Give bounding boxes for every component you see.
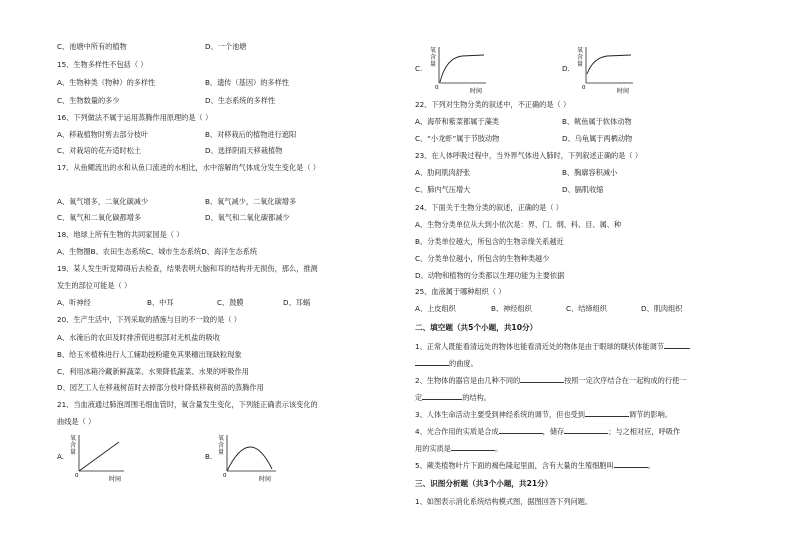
q15-option-b: B、遗传（基因）的多样性 xyxy=(205,78,289,87)
q15-option-a: A、生物种类（物种）的多样性 xyxy=(57,78,156,87)
fill-q2-line2 xyxy=(415,392,491,402)
q14-option-d: D、一个池塘 xyxy=(205,42,247,51)
q19-option-b: B、中耳 xyxy=(147,298,174,307)
graph-b xyxy=(214,432,278,484)
q19-option-d: D、耳蜗 xyxy=(283,298,311,307)
graph-d-origin: 0 xyxy=(582,85,586,91)
q21-graph-d-label: D. xyxy=(562,64,570,73)
q15-stem: 15、生物多样性不包括（ ） xyxy=(57,60,148,69)
graph-b-ylabel-2: 含 xyxy=(218,442,225,449)
graph-c-ylabel-2: 含 xyxy=(430,54,437,61)
q17-option-c: C、氧气和二氧化碳都增多 xyxy=(57,213,142,222)
fill-q1-blank-cont[interactable] xyxy=(415,358,449,366)
section-fill-blank-title: 二、填空题（共5个小题，共10分） xyxy=(415,323,538,332)
q15-option-d: D、生态系统的多样性 xyxy=(205,96,276,105)
fill-q4-blank-1[interactable] xyxy=(499,426,543,434)
graph-d xyxy=(573,44,635,96)
fill-q4-text-4: 用的实质是 xyxy=(415,444,451,453)
graph-a-ylabel-2: 含 xyxy=(70,442,77,449)
q19-option-c: C、鼓膜 xyxy=(217,298,244,307)
q20-option-d: D、园艺工人在移栽树苗时去掉部分枝叶降低移栽树苗的蒸腾作用 xyxy=(57,383,264,392)
q21-graph-b-label: B. xyxy=(205,452,213,461)
graph-d-xlabel: 时间 xyxy=(617,88,630,95)
fill-q2-line1 xyxy=(415,375,686,385)
fill-q1-blank[interactable] xyxy=(664,341,690,349)
graph-d-ylabel-1: 氧 xyxy=(577,47,584,54)
q24-option-c: C、分类单位越小，所包含的生物种类越少 xyxy=(415,254,550,263)
q23-option-d: D、膈肌收缩 xyxy=(562,185,604,194)
q24-stem: 24、下面关于生物分类的叙述，正确的是（ ） xyxy=(415,203,563,212)
fill-q5-text: 5、蕨类植物叶片下面的褐色隆起里面，含有大量的生殖细胞叫 xyxy=(415,461,614,470)
graph-a-xlabel: 时间 xyxy=(109,476,122,483)
q19-stem-continued: 发生的部位可能是（ ） xyxy=(57,281,132,290)
fill-q4-blank-2[interactable] xyxy=(564,426,608,434)
q17-option-d: D、氧气和二氧化碳都减少 xyxy=(205,213,290,222)
q19-stem: 19、某人发生听觉障碍后去检查，结果表明大脑和耳的结构并无损伤，那么，推测 xyxy=(57,264,318,273)
q21-stem: 21、当血液通过肺泡周围毛细血管时，氧含量发生变化，下列能正确表示该变化的 xyxy=(57,400,318,409)
fill-q4-text-2: ，储存 xyxy=(542,427,565,436)
q21-graph-a-label: A. xyxy=(57,452,65,461)
graph-c-xlabel: 时间 xyxy=(470,88,483,95)
fill-q3-text: 3、人体生命活动主要受到神经系统的调节，但也受到 xyxy=(415,410,585,419)
graph-a-ylabel-1: 氧 xyxy=(70,435,77,442)
fill-q2-text: 2、生物体的器官是由几种不同的 xyxy=(415,376,521,385)
graph-b-origin: 0 xyxy=(223,473,227,479)
graph-a-curve xyxy=(79,442,119,471)
q18-options: A、生物圈B、农田生态系统C、城市生态系统D、海洋生态系统 xyxy=(57,247,258,256)
q20-option-a: A、水淹后的农田及时排涝促进根部对无机盐的吸收 xyxy=(57,333,221,342)
q17-stem: 17、从鱼鳃流出的水和从鱼口流进的水相比，水中溶解的气体成分发生变化是（ ） xyxy=(57,163,320,172)
q22-option-c: C、“小龙虾”属于节肢动物 xyxy=(415,134,500,143)
q22-option-b: B、鱿鱼属于软体动物 xyxy=(562,117,632,126)
fill-q2-blank-1[interactable] xyxy=(520,375,564,383)
q25-option-c: C、结缔组织 xyxy=(566,304,607,313)
fill-q4-text-3: ；与之相对应，呼吸作 xyxy=(608,427,681,436)
analysis-q1-stem: 1、如图表示消化系统结构模式图，据图回答下列问题。 xyxy=(415,497,593,506)
graph-d-ylabel-2: 含 xyxy=(577,54,584,61)
q21-graph-c-label: C. xyxy=(415,64,423,73)
q22-option-d: D、乌龟属于两栖动物 xyxy=(562,134,633,143)
graph-d-curve xyxy=(587,55,631,74)
graph-c-curve xyxy=(440,55,484,82)
fill-q2-text-2: 按照一定次序结合在一起构成的行使一 xyxy=(564,376,687,385)
fill-q1-text-end: 的曲度。 xyxy=(449,359,478,368)
fill-q2-text-4: 的结构。 xyxy=(462,393,491,402)
q24-option-a: A、生物分类单位从大到小依次是：界、门、纲、科、目、属、种 xyxy=(415,220,622,229)
graph-b-curve xyxy=(227,447,272,471)
graph-a-origin: 0 xyxy=(75,473,79,479)
q20-option-b: B、给玉米植株进行人工辅助授粉避免其果穗出现缺粒现象 xyxy=(57,350,242,359)
q25-option-d: D、肌肉组织 xyxy=(641,304,683,313)
q16-option-b: B、对移栽后的植物进行遮阳 xyxy=(205,130,297,139)
fill-q3-blank[interactable] xyxy=(585,409,629,417)
graph-b-ylabel-1: 氧 xyxy=(218,435,225,442)
fill-q5-blank[interactable] xyxy=(614,460,648,468)
q24-option-b: B、分类单位越大，所包含的生物亲缘关系越近 xyxy=(415,237,564,246)
q23-option-a: A、肋间肌肉舒张 xyxy=(415,168,471,177)
graph-b-xlabel: 时间 xyxy=(259,476,272,483)
graph-a-ylabel-3: 量 xyxy=(70,449,77,456)
graph-b-ylabel-3: 量 xyxy=(218,449,225,456)
q24-option-d: D、动物和植物的分类都以生理功能为主要依据 xyxy=(415,271,565,280)
q23-option-b: B、胸廓容积减小 xyxy=(562,168,618,177)
q16-option-d: D、选择阴雨天移栽植物 xyxy=(205,146,283,155)
q21-stem-continued: 曲线是（ ） xyxy=(57,417,96,426)
q16-stem: 16、下列做法不属于运用蒸腾作用原理的是（ ） xyxy=(57,113,213,122)
graph-d-ylabel-3: 量 xyxy=(577,61,584,68)
graph-c xyxy=(426,44,488,96)
q17-option-a: A、氧气增多，二氧化碳减少 xyxy=(57,197,149,206)
graph-a xyxy=(66,432,126,484)
fill-q5-line xyxy=(415,460,655,470)
q14-option-c: C、池塘中所有的植物 xyxy=(57,42,127,51)
q17-option-b: B、氧气减少，二氧化碳增多 xyxy=(205,197,297,206)
q18-stem: 18、地球上所有生物的共同家园是（ ） xyxy=(57,230,184,239)
q23-option-c: C、肺内气压增大 xyxy=(415,185,471,194)
q20-stem: 20、生产生活中，下列采取的措施与目的不一致的是（ ） xyxy=(57,315,241,324)
q16-option-a: A、移栽植物时剪去部分枝叶 xyxy=(57,130,149,139)
q25-option-b: B、神经组织 xyxy=(491,304,532,313)
q20-option-c: C、利用冰箱冷藏新鲜蔬菜、水果降低蔬菜、水果的呼吸作用 xyxy=(57,367,249,376)
fill-q3-line xyxy=(415,409,672,419)
q22-stem: 22、下列对生物分类的叙述中，不正确的是（ ） xyxy=(415,100,571,109)
fill-q1-text: 1、正常人既能看清远处的物体也能看清近处的物体是由于眼球的睫状体能调节 xyxy=(415,342,664,351)
q16-option-c: C、对栽培的花卉适时松土 xyxy=(57,146,142,155)
q25-stem: 25、血液属于哪种组织（ ） xyxy=(415,287,506,296)
fill-q4-text: 4、光合作用的实质是合成 xyxy=(415,427,499,436)
q23-stem: 23、在人体呼吸过程中，当外界气体进入肺时，下列叙述正确的是（ ） xyxy=(415,151,643,160)
fill-q4-blank-3[interactable] xyxy=(451,443,495,451)
fill-q4-line2 xyxy=(415,443,502,453)
section-diagram-analysis-title: 三、识图分析题（共3个小题，共21分） xyxy=(415,479,553,488)
graph-c-origin: 0 xyxy=(435,85,439,91)
fill-q1-line2 xyxy=(415,358,478,368)
fill-q1-line1 xyxy=(415,341,690,351)
graph-c-ylabel-1: 氧 xyxy=(430,47,437,54)
q25-option-a: A、上皮组织 xyxy=(415,304,456,313)
fill-q5-text-end: 。 xyxy=(647,461,655,470)
fill-q4-line1 xyxy=(415,426,680,436)
q22-option-a: A、海带和紫菜都属于藻类 xyxy=(415,117,499,126)
q19-option-a: A、听神经 xyxy=(57,298,91,307)
fill-q2-text-3: 定 xyxy=(415,393,423,402)
fill-q3-text-2: 调节的影响。 xyxy=(628,410,673,419)
fill-q2-blank-2[interactable] xyxy=(422,392,462,400)
fill-q4-text-5: 。 xyxy=(494,444,503,453)
graph-c-ylabel-3: 量 xyxy=(430,61,437,68)
q15-option-c: C、生物数量的多少 xyxy=(57,96,120,105)
